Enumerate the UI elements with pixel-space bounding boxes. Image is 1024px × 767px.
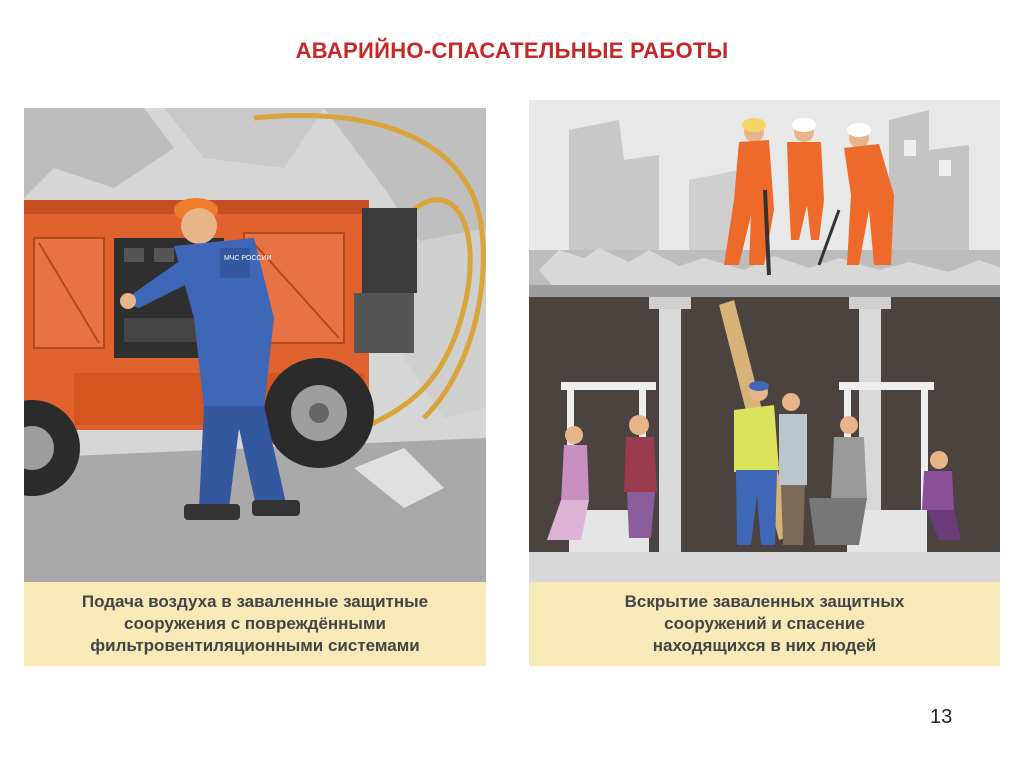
worker-badge-text: МЧС РОССИИ	[224, 255, 272, 262]
caption-line: сооружения с повреждёнными	[124, 614, 386, 633]
illustration-air-supply-panel	[24, 108, 486, 666]
caption-line: фильтровентиляционными системами	[90, 636, 420, 655]
caption-rescue	[529, 582, 1000, 666]
caption-line: находящихся в них людей	[652, 636, 877, 655]
caption-line: Вскрытие заваленных защитных	[624, 592, 905, 611]
caption-line: Подача воздуха в заваленные защитные	[81, 592, 429, 611]
floor-slab	[529, 285, 1000, 297]
slide-title: АВАРИЙНО-СПАСАТЕЛЬНЫЕ РАБОТЫ	[295, 38, 729, 63]
caption-air-supply	[24, 582, 486, 666]
rescue-illustration	[529, 100, 1000, 582]
caption-line: сооружений и спасение	[664, 614, 865, 633]
air-supply-illustration	[24, 108, 486, 582]
page-number: 13	[930, 706, 953, 728]
illustration-rescue-panel	[529, 100, 1000, 666]
